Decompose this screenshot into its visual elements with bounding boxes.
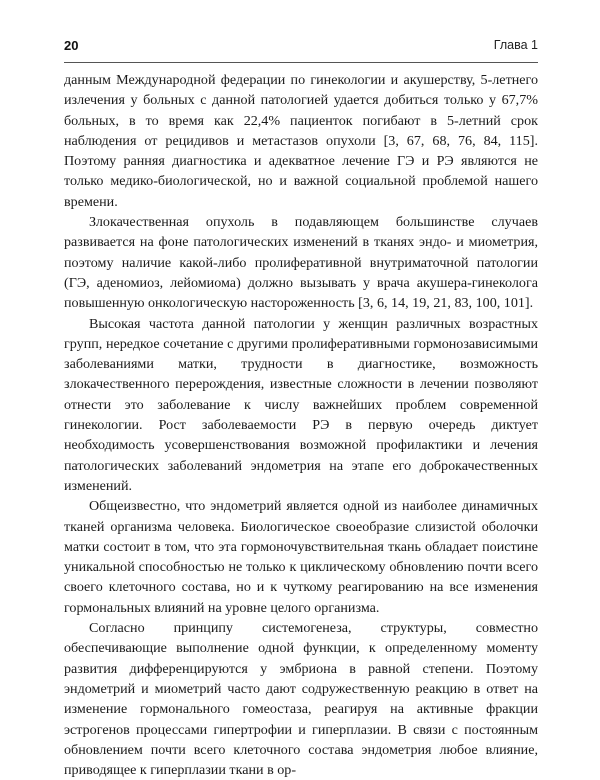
paragraph-3: Высокая частота данной патологии у женщин различных возрастных групп, нередкое сочетание с другими пролиферативными гормонозависимыми заболеваниями матки, трудности в диагностике, возможность злокачественного перерождения, известные сложности в лечении позволяют отнести это заболевание к числу важнейших проблем современной гинекологии. Рост заболеваемости РЭ в первую очередь диктует необходимость усовершенствования возможной профилактики и лечения патологических заболеваний эндометрия на этапе его доброкачественных изменений. bbox=[64, 315, 538, 494]
body-text bbox=[64, 70, 538, 780]
paragraph-4: Общеизвестно, что эндометрий является одной из наиболее динамичных тканей организма человека. Биологическое своеобразие слизистой оболочки матки состоит в том, что эта гормоночувствительная ткань обладает поистине уникальной способностью не только к циклическому обновлению почти всего своего клеточного состава, но и к чуткому реагированию на все изменения гормональных влияний на уровне целого организма. bbox=[64, 498, 538, 616]
page-number: 20 bbox=[64, 38, 79, 53]
page-header bbox=[64, 36, 538, 58]
paragraph-2: Злокачественная опухоль в подавляющем большинстве случаев развивается на фоне патологических изменений в тканях эндо- и миометрия, поэтому наличие какой-либо пролиферативной внутриматочной патологии (ГЭ, аденомиоз, лейомиома) должно вызывать у врача акушера-гинеколога повышенную онкологическую настороженность [3, 6, 14, 19, 21, 83, 100, 101]. bbox=[64, 214, 538, 312]
paragraph-1: данным Международной федерации по гинекологии и акушерству, 5-летнего излечения у больных с данной патологией удается добиться только у 67,7% больных, в то время как 22,4% пациенток погибают в 5-летний срок наблюдения от рецидивов и метастазов опухоли [3, 67, 68, 76, 84, 115]. Поэтому ранняя диагностика и адекватное лечение ГЭ и РЭ являются не только медико-биологической, но и важной социальной проблемой нашего времени. bbox=[64, 72, 538, 210]
running-head-chapter: Глава 1 bbox=[493, 38, 538, 52]
paragraph-5: Согласно принципу системогенеза, структуры, совместно обеспечивающие выполнение одной функции, к определенному моменту развития дифференцируются у эмбриона в равной степени. Поэтому эндометрий и миометрий часто дают содружественную реакцию в ответ на изменение гормонального гомеостаза, реагируя на активные фракции эстрогенов процессами гипертрофии и гиперплазии. В связи с постоянным обновлением почти всего клеточного состава эндометрия любое влияние, приводящее к гиперплазии ткани в ор- bbox=[64, 620, 538, 779]
header-divider bbox=[64, 62, 538, 63]
